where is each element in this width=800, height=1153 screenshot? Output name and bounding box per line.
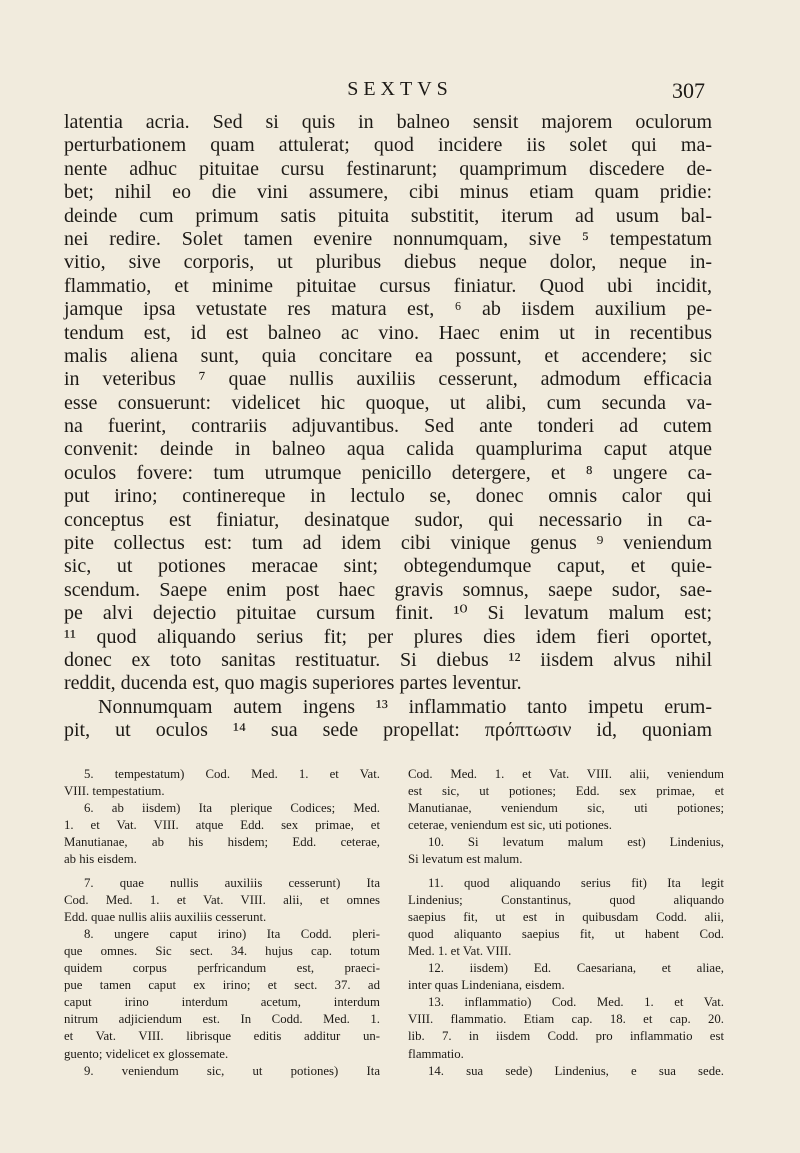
footnotes	[64, 766, 724, 1080]
text-line: malis aliena sunt, quia concitare ea possunt, et accendere; sic	[64, 344, 712, 367]
footnote-line: inter quas Lindeniana, eisdem.	[408, 978, 565, 993]
footnote-line: et Vat. VIII. librisque editis additur un-	[64, 1029, 380, 1044]
footnote-line: Manutianae, veniendum sic, uti potiones;	[408, 801, 724, 816]
text-line: sic, ut potiones meracae sint; obtegendumque caput, et quie-	[64, 555, 712, 578]
footnote-line: 1. et Vat. VIII. atque Edd. sex primae, et	[64, 818, 380, 833]
footnote-line: est sic, ut potiones; Edd. sex primae, et	[408, 784, 724, 799]
footnote-line: lib. 7. in iisdem Codd. pro inflammatio est	[408, 1029, 724, 1044]
footnote-line: guento; videlicet ex glossemate.	[64, 1046, 229, 1061]
footnote-line: 14. sua sede) Lindenius, e sua sede.	[428, 1063, 724, 1078]
footnote-line: Cod. Med. 1. et Vat. VIII. alii, et omnes	[64, 892, 380, 907]
text-line: nente adhuc pituitae cursu festinarunt; quamprimum discedere de-	[64, 157, 712, 180]
footnote-line: quod aliquanto saepius fit, ut habent Cod.	[408, 926, 724, 941]
text-line: ¹¹ quod aliquando serius fit; per plures dies idem fieri oportet,	[64, 625, 712, 648]
footnote-line: Si levatum est malum.	[408, 852, 523, 867]
footnote-line: 13. inflammatio) Cod. Med. 1. et Vat.	[428, 995, 724, 1010]
footnote-line: Cod. Med. 1. et Vat. VIII. alii, veniendum	[408, 767, 724, 781]
text-line: flammatio, et minime pituitae cursus finiatur. Quod ubi incidit,	[64, 274, 712, 297]
running-head	[0, 78, 800, 108]
footnote-line: ceterae, veniendum est sic, uti potiones.	[408, 818, 612, 833]
footnote-line: quidem corpus perfricandum est, praeci-	[64, 961, 380, 976]
text-line: perturbationem quam attulerat; quod incidere iis solet qui ma-	[64, 134, 712, 157]
footnote-line: 6. ab iisdem) Ita plerique Codices; Med.	[84, 801, 380, 816]
footnote-line: caput irino interdum acetum, interdum	[64, 995, 380, 1010]
text-line: pit, ut oculos ¹⁴ sua sede propellat: πρόπτωσιν id, quoniam	[64, 719, 712, 742]
text-line: Nonnumquam autem ingens ¹³ inflammatio tanto impetu erum-	[98, 695, 712, 718]
text-line: nei redire. Solet tamen evenire nonnumquam, sive ⁵ tempestatum	[64, 227, 712, 250]
footnotes-right-column	[408, 766, 724, 1080]
footnote-line: 9. veniendum sic, ut potiones) Ita	[84, 1063, 380, 1078]
text-line: oculos fovere: tum utrumque penicillo detergere, et ⁸ ungere ca-	[64, 461, 712, 484]
text-line: pe alvi dejectio pituitae cursum finit. ¹⁰ Si levatum malum est;	[64, 602, 712, 625]
footnote-line: Lindenius; Constantinus, quod aliquando	[408, 892, 724, 907]
footnote-line: 5. tempestatum) Cod. Med. 1. et Vat.	[84, 767, 380, 781]
footnote-line: 11. quod aliquando serius fit) Ita legit	[428, 875, 724, 890]
footnote-line: pue tamen caput ex irino; et sect. 37. ad	[64, 978, 380, 993]
main-text	[64, 111, 712, 743]
text-line: tendum est, id est balneo ac vino. Haec enim ut in recentibus	[64, 321, 712, 344]
text-line: convenit: deinde in balneo aqua calida quamplurima caput atque	[64, 438, 712, 461]
text-line: deinde cum primum satis pituita substitit, iterum ad usum bal-	[64, 204, 712, 227]
text-line: pite collectus est: tum ad idem cibi vinique genus ⁹ veniendum	[64, 532, 712, 555]
footnote-line: 12. iisdem) Ed. Caesariana, et aliae,	[428, 961, 724, 976]
text-line: conceptus est finiatur, desinatque sudor, qui necessario in ca-	[64, 508, 712, 531]
page-number: 307	[672, 78, 705, 103]
footnote-line: Manutianae, ab his hisdem; Edd. ceterae,	[64, 835, 380, 850]
text-line: jamque ipsa vetustate res matura est, ⁶ ab iisdem auxilium pe-	[64, 298, 712, 321]
text-line: in veteribus ⁷ quae nullis auxiliis cesserunt, admodum efficacia	[64, 368, 712, 391]
footnote-line: saepius fit, ut est in quibusdam Codd. alii,	[408, 909, 724, 924]
footnote-line: 8. ungere caput irino) Ita Codd. pleri-	[84, 926, 380, 941]
text-line: scendum. Saepe enim post haec gravis somnus, saepe sudor, sae-	[64, 578, 712, 601]
footnote-line: 10. Si levatum malum est) Lindenius,	[428, 835, 724, 850]
text-line: reddit, ducenda est, quo magis superiores partes leventur.	[64, 672, 522, 695]
footnote-line: VIII. flammatio. Etiam cap. 18. et cap. 20.	[408, 1012, 724, 1027]
text-line: latentia acria. Sed si quis in balneo sensit majorem oculorum	[64, 111, 712, 133]
footnote-line: VIII. tempestatium.	[64, 784, 165, 799]
footnotes-left-column	[64, 766, 380, 1080]
text-line: esse consuerunt: videlicet hic quoque, ut alibi, cum secunda va-	[64, 391, 712, 414]
footnote-line: que omnes. Sic sect. 34. hujus cap. totum	[64, 943, 380, 958]
footnote-line: flammatio.	[408, 1046, 464, 1061]
footnote-line: nitrum adjiciendum est. In Codd. Med. 1.	[64, 1012, 380, 1027]
text-line: bet; nihil eo die vini assumere, cibi minus etiam quam pridie:	[64, 181, 712, 204]
running-title: SEXTVS	[347, 78, 453, 100]
text-line: donec ex toto sanitas restituatur. Si diebus ¹² iisdem alvus nihil	[64, 648, 712, 671]
footnote-line: ab his eisdem.	[64, 852, 137, 867]
footnote-line: 7. quae nullis auxiliis cesserunt) Ita	[84, 875, 380, 890]
text-line: put irino; continereque in lectulo se, donec omnis calor qui	[64, 485, 712, 508]
footnote-line: Med. 1. et Vat. VIII.	[408, 943, 512, 958]
footnote-line: Edd. quae nullis aliis auxiliis cesserunt.	[64, 909, 267, 924]
text-line: na fuerint, contrariis adjuvantibus. Sed ante tonderi ad cutem	[64, 415, 712, 438]
text-line: vitio, sive corporis, ut pluribus diebus neque dolor, neque in-	[64, 251, 712, 274]
